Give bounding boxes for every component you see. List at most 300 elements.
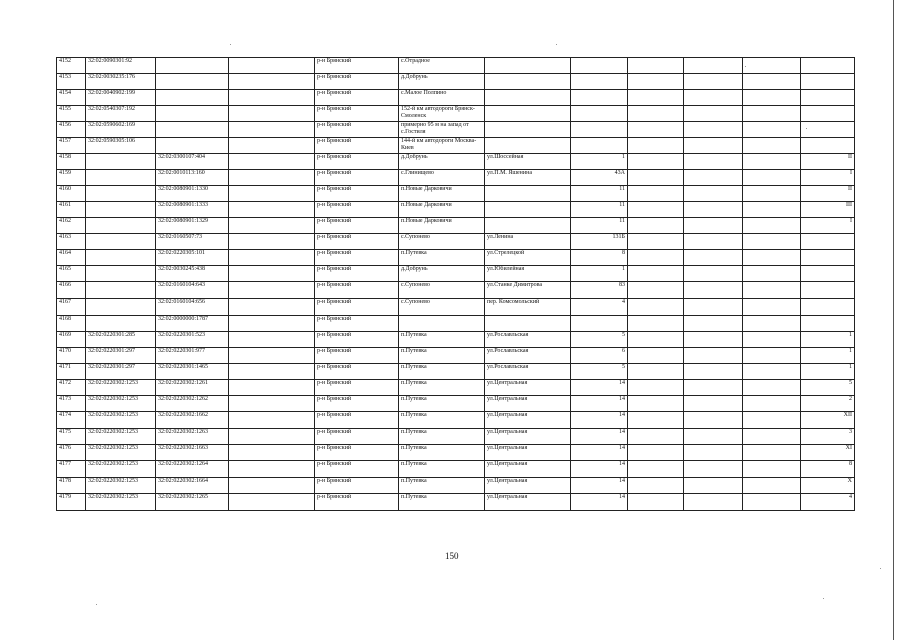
- table-row: [57, 380, 855, 396]
- cadastral-number-cell: [86, 202, 156, 218]
- empty-cell: [684, 74, 743, 90]
- locality-cell: п.Новые Дарковичи: [399, 218, 485, 234]
- district-cell: р-н Брянский: [315, 250, 399, 266]
- row-number-cell: 4179: [57, 494, 86, 511]
- table-row: [57, 445, 855, 461]
- premises-number-cell: [801, 234, 855, 250]
- house-number-cell: 11: [571, 202, 628, 218]
- house-number-cell: 11: [571, 186, 628, 202]
- empty-cell: [684, 106, 743, 122]
- building-cadastral-number-cell: [156, 90, 229, 106]
- empty-cell: [229, 202, 315, 218]
- street-cell: [485, 106, 571, 122]
- locality-cell: п.Путевка: [399, 461, 485, 478]
- locality-cell: 144-й км автодороги Москва-Киев: [399, 138, 485, 154]
- house-number-cell: [571, 122, 628, 138]
- cadastral-number-cell: 32:02:0220302:1253: [86, 412, 156, 429]
- locality-cell: с.Супонево: [399, 234, 485, 250]
- row-number-cell: 4152: [57, 58, 86, 74]
- cadastral-number-cell: 32:02:0220301:297: [86, 348, 156, 364]
- premises-number-cell: 4: [801, 494, 855, 511]
- empty-cell: [229, 412, 315, 429]
- premises-number-cell: [801, 250, 855, 266]
- empty-cell: [229, 332, 315, 348]
- cadastral-number-cell: 32:02:0220302:1253: [86, 478, 156, 494]
- cadastral-number-cell: [86, 299, 156, 316]
- empty-cell: [743, 122, 801, 138]
- house-number-cell: 131Б: [571, 234, 628, 250]
- row-number-cell: 4155: [57, 106, 86, 122]
- premises-number-cell: [801, 138, 855, 154]
- street-cell: ул.Рославльская: [485, 348, 571, 364]
- premises-number-cell: [801, 266, 855, 282]
- locality-cell: п.Путевка: [399, 364, 485, 380]
- premises-number-cell: X: [801, 478, 855, 494]
- empty-cell: [229, 396, 315, 412]
- building-cadastral-number-cell: 32:02:0080901:1330: [156, 186, 229, 202]
- house-number-cell: [571, 138, 628, 154]
- building-cadastral-number-cell: [156, 138, 229, 154]
- row-number-cell: 4154: [57, 90, 86, 106]
- district-cell: р-н Брянский: [315, 218, 399, 234]
- empty-cell: [229, 106, 315, 122]
- table-row: [57, 250, 855, 266]
- locality-cell: примерно 95 м на запад от с.Гостиля: [399, 122, 485, 138]
- locality-cell: п.Новые Дарковичи: [399, 202, 485, 218]
- building-cadastral-number-cell: 32:02:0160507:73: [156, 234, 229, 250]
- building-cadastral-number-cell: 32:02:0160104:656: [156, 299, 229, 316]
- building-cadastral-number-cell: 32:02:0220301:1465: [156, 364, 229, 380]
- empty-cell: [743, 250, 801, 266]
- empty-cell: [743, 58, 801, 74]
- locality-cell: п.Путевка: [399, 250, 485, 266]
- row-number-cell: 4177: [57, 461, 86, 478]
- cadastral-number-cell: 32:02:0040902:199: [86, 90, 156, 106]
- empty-cell: [743, 202, 801, 218]
- building-cadastral-number-cell: 32:02:0220301:977: [156, 348, 229, 364]
- street-cell: ул.Центральная: [485, 429, 571, 445]
- empty-cell: [229, 364, 315, 380]
- empty-cell: [628, 445, 684, 461]
- house-number-cell: [571, 316, 628, 332]
- district-cell: р-н Брянский: [315, 266, 399, 282]
- premises-number-cell: II: [801, 186, 855, 202]
- house-number-cell: [571, 106, 628, 122]
- table-row: [57, 412, 855, 429]
- district-cell: р-н Брянский: [315, 299, 399, 316]
- row-number-cell: 4166: [57, 282, 86, 299]
- empty-cell: [684, 234, 743, 250]
- building-cadastral-number-cell: 32:02:0220301:523: [156, 332, 229, 348]
- table-row: [57, 316, 855, 332]
- row-number-cell: 4172: [57, 380, 86, 396]
- street-cell: ул.Станке Димитрова: [485, 282, 571, 299]
- empty-cell: [229, 122, 315, 138]
- empty-cell: [628, 122, 684, 138]
- row-number-cell: 4175: [57, 429, 86, 445]
- row-number-cell: 4169: [57, 332, 86, 348]
- cadastral-number-cell: 32:02:0590305:106: [86, 138, 156, 154]
- premises-number-cell: XI: [801, 445, 855, 461]
- empty-cell: [628, 266, 684, 282]
- table-row: [57, 74, 855, 90]
- empty-cell: [743, 90, 801, 106]
- cadastral-number-cell: [86, 234, 156, 250]
- empty-cell: [684, 266, 743, 282]
- empty-cell: [743, 461, 801, 478]
- house-number-cell: 11: [571, 218, 628, 234]
- street-cell: ул.Центральная: [485, 494, 571, 511]
- empty-cell: [684, 186, 743, 202]
- street-cell: ул.Центральная: [485, 396, 571, 412]
- empty-cell: [628, 364, 684, 380]
- table-row: [57, 234, 855, 250]
- building-cadastral-number-cell: [156, 106, 229, 122]
- cadastral-number-cell: 32:02:0220301:297: [86, 364, 156, 380]
- empty-cell: [628, 380, 684, 396]
- premises-number-cell: [801, 74, 855, 90]
- premises-number-cell: II: [801, 154, 855, 170]
- building-cadastral-number-cell: 32:02:0160104:643: [156, 282, 229, 299]
- cadastral-number-cell: 32:02:0220302:1253: [86, 429, 156, 445]
- locality-cell: п.Путевка: [399, 429, 485, 445]
- table-row: [57, 186, 855, 202]
- premises-number-cell: [801, 106, 855, 122]
- empty-cell: [684, 396, 743, 412]
- house-number-cell: 8: [571, 250, 628, 266]
- table-row: [57, 266, 855, 282]
- empty-cell: [684, 412, 743, 429]
- cadastral-number-cell: [86, 266, 156, 282]
- house-number-cell: 43А: [571, 170, 628, 186]
- table-row: [57, 348, 855, 364]
- district-cell: р-н Брянский: [315, 106, 399, 122]
- house-number-cell: 14: [571, 478, 628, 494]
- cadastral-number-cell: [86, 316, 156, 332]
- row-number-cell: 4158: [57, 154, 86, 170]
- cadastral-number-cell: 32:02:0590602:169: [86, 122, 156, 138]
- empty-cell: [628, 186, 684, 202]
- empty-cell: [229, 299, 315, 316]
- building-cadastral-number-cell: 32:02:0220302:1663: [156, 445, 229, 461]
- empty-cell: [229, 282, 315, 299]
- empty-cell: [229, 186, 315, 202]
- street-cell: ул.Центральная: [485, 380, 571, 396]
- street-cell: [485, 90, 571, 106]
- district-cell: р-н Брянский: [315, 74, 399, 90]
- row-number-cell: 4165: [57, 266, 86, 282]
- street-cell: ул.Центральная: [485, 445, 571, 461]
- cadastral-number-cell: 32:02:0220302:1253: [86, 396, 156, 412]
- empty-cell: [743, 364, 801, 380]
- empty-cell: [628, 202, 684, 218]
- row-number-cell: 4157: [57, 138, 86, 154]
- house-number-cell: [571, 90, 628, 106]
- street-cell: ул.Ленина: [485, 234, 571, 250]
- table-row: [57, 396, 855, 412]
- house-number-cell: 14: [571, 412, 628, 429]
- empty-cell: [628, 74, 684, 90]
- empty-cell: [229, 138, 315, 154]
- building-cadastral-number-cell: 32:02:0220302:1265: [156, 494, 229, 511]
- building-cadastral-number-cell: 32:02:0010113:160: [156, 170, 229, 186]
- house-number-cell: 5: [571, 332, 628, 348]
- empty-cell: [684, 170, 743, 186]
- locality-cell: с.Глинищево: [399, 170, 485, 186]
- row-number-cell: 4176: [57, 445, 86, 461]
- locality-cell: 152-й км автодороги Брянск-Смоленск: [399, 106, 485, 122]
- cadastral-number-cell: 32:02:0540307:192: [86, 106, 156, 122]
- premises-number-cell: 3: [801, 429, 855, 445]
- house-number-cell: 5: [571, 364, 628, 380]
- house-number-cell: 14: [571, 396, 628, 412]
- district-cell: р-н Брянский: [315, 170, 399, 186]
- empty-cell: [229, 380, 315, 396]
- street-cell: [485, 202, 571, 218]
- empty-cell: [743, 138, 801, 154]
- empty-cell: [628, 58, 684, 74]
- table-row: [57, 218, 855, 234]
- cadastral-number-cell: 32:02:0030235:176: [86, 74, 156, 90]
- street-cell: ул.Рославльская: [485, 364, 571, 380]
- locality-cell: п.Путевка: [399, 412, 485, 429]
- empty-cell: [684, 202, 743, 218]
- empty-cell: [743, 494, 801, 511]
- empty-cell: [684, 332, 743, 348]
- premises-number-cell: I: [801, 218, 855, 234]
- building-cadastral-number-cell: [156, 58, 229, 74]
- empty-cell: [628, 461, 684, 478]
- empty-cell: [684, 282, 743, 299]
- table-row: [57, 332, 855, 348]
- district-cell: р-н Брянский: [315, 380, 399, 396]
- house-number-cell: 4: [571, 299, 628, 316]
- locality-cell: п.Путевка: [399, 332, 485, 348]
- house-number-cell: 83: [571, 282, 628, 299]
- scan-speck: [96, 604, 97, 605]
- district-cell: р-н Брянский: [315, 282, 399, 299]
- empty-cell: [628, 348, 684, 364]
- register-table: [56, 57, 855, 511]
- page-number: 150: [445, 551, 459, 561]
- empty-cell: [628, 478, 684, 494]
- cadastral-number-cell: [86, 282, 156, 299]
- empty-cell: [743, 396, 801, 412]
- premises-number-cell: 5: [801, 380, 855, 396]
- house-number-cell: 14: [571, 429, 628, 445]
- street-cell: ул.Рославльская: [485, 332, 571, 348]
- empty-cell: [628, 412, 684, 429]
- district-cell: р-н Брянский: [315, 461, 399, 478]
- table-row: [57, 58, 855, 74]
- empty-cell: [684, 316, 743, 332]
- table-row: [57, 154, 855, 170]
- premises-number-cell: XII: [801, 412, 855, 429]
- empty-cell: [743, 380, 801, 396]
- empty-cell: [743, 429, 801, 445]
- locality-cell: с.Супонево: [399, 282, 485, 299]
- scan-speck: [230, 44, 231, 45]
- empty-cell: [684, 364, 743, 380]
- empty-cell: [743, 218, 801, 234]
- row-number-cell: 4178: [57, 478, 86, 494]
- empty-cell: [684, 445, 743, 461]
- street-cell: ул.Центральная: [485, 461, 571, 478]
- house-number-cell: [571, 58, 628, 74]
- street-cell: [485, 122, 571, 138]
- table-row: [57, 170, 855, 186]
- empty-cell: [684, 380, 743, 396]
- district-cell: р-н Брянский: [315, 478, 399, 494]
- building-cadastral-number-cell: 32:02:0220302:1664: [156, 478, 229, 494]
- empty-cell: [628, 106, 684, 122]
- district-cell: р-н Брянский: [315, 90, 399, 106]
- empty-cell: [628, 218, 684, 234]
- table-row: [57, 478, 855, 494]
- empty-cell: [229, 445, 315, 461]
- table-row: [57, 122, 855, 138]
- building-cadastral-number-cell: 32:02:0030245:438: [156, 266, 229, 282]
- empty-cell: [229, 58, 315, 74]
- empty-cell: [229, 170, 315, 186]
- building-cadastral-number-cell: 32:02:0220302:1263: [156, 429, 229, 445]
- building-cadastral-number-cell: 32:02:0080901:1333: [156, 202, 229, 218]
- empty-cell: [684, 138, 743, 154]
- locality-cell: д.Добрунь: [399, 266, 485, 282]
- premises-number-cell: [801, 299, 855, 316]
- premises-number-cell: III: [801, 202, 855, 218]
- house-number-cell: 14: [571, 380, 628, 396]
- empty-cell: [684, 461, 743, 478]
- row-number-cell: 4162: [57, 218, 86, 234]
- district-cell: р-н Брянский: [315, 234, 399, 250]
- cadastral-number-cell: [86, 186, 156, 202]
- empty-cell: [743, 186, 801, 202]
- empty-cell: [628, 234, 684, 250]
- locality-cell: с.Отрадное: [399, 58, 485, 74]
- district-cell: р-н Брянский: [315, 186, 399, 202]
- table-row: [57, 299, 855, 316]
- empty-cell: [684, 494, 743, 511]
- empty-cell: [229, 234, 315, 250]
- empty-cell: [684, 218, 743, 234]
- locality-cell: с.Супонево: [399, 299, 485, 316]
- empty-cell: [229, 218, 315, 234]
- street-cell: ул.Шоссейная: [485, 154, 571, 170]
- empty-cell: [743, 282, 801, 299]
- empty-cell: [684, 299, 743, 316]
- table-row: [57, 364, 855, 380]
- table-row: [57, 494, 855, 511]
- empty-cell: [229, 266, 315, 282]
- row-number-cell: 4167: [57, 299, 86, 316]
- district-cell: р-н Брянский: [315, 58, 399, 74]
- building-cadastral-number-cell: [156, 74, 229, 90]
- empty-cell: [229, 154, 315, 170]
- empty-cell: [684, 122, 743, 138]
- street-cell: [485, 138, 571, 154]
- empty-cell: [229, 74, 315, 90]
- table-row: [57, 138, 855, 154]
- cadastral-number-cell: 32:02:0220302:1253: [86, 380, 156, 396]
- empty-cell: [229, 348, 315, 364]
- empty-cell: [743, 234, 801, 250]
- house-number-cell: 1: [571, 154, 628, 170]
- locality-cell: п.Новые Дарковичи: [399, 186, 485, 202]
- empty-cell: [628, 396, 684, 412]
- scan-speck: [823, 598, 824, 599]
- house-number-cell: 14: [571, 461, 628, 478]
- locality-cell: п.Путевка: [399, 494, 485, 511]
- empty-cell: [743, 412, 801, 429]
- table-row: [57, 90, 855, 106]
- empty-cell: [743, 348, 801, 364]
- street-cell: ул.П.М. Яшенина: [485, 170, 571, 186]
- empty-cell: [628, 90, 684, 106]
- empty-cell: [743, 154, 801, 170]
- street-cell: пер. Комсомольский: [485, 299, 571, 316]
- empty-cell: [628, 154, 684, 170]
- row-number-cell: 4163: [57, 234, 86, 250]
- street-cell: [485, 186, 571, 202]
- row-number-cell: 4159: [57, 170, 86, 186]
- district-cell: р-н Брянский: [315, 122, 399, 138]
- building-cadastral-number-cell: 32:02:0080901:1329: [156, 218, 229, 234]
- empty-cell: [684, 58, 743, 74]
- locality-cell: д.Добрунь: [399, 74, 485, 90]
- empty-cell: [229, 316, 315, 332]
- premises-number-cell: [801, 282, 855, 299]
- premises-number-cell: I: [801, 170, 855, 186]
- empty-cell: [743, 445, 801, 461]
- locality-cell: д.Добрунь: [399, 154, 485, 170]
- building-cadastral-number-cell: 32:02:0220302:1262: [156, 396, 229, 412]
- empty-cell: [684, 348, 743, 364]
- cadastral-number-cell: [86, 154, 156, 170]
- building-cadastral-number-cell: 32:02:0220302:1662: [156, 412, 229, 429]
- district-cell: р-н Брянский: [315, 332, 399, 348]
- scan-speck: [880, 568, 881, 569]
- district-cell: р-н Брянский: [315, 316, 399, 332]
- empty-cell: [229, 90, 315, 106]
- street-cell: ул.Центральная: [485, 478, 571, 494]
- district-cell: р-н Брянский: [315, 429, 399, 445]
- district-cell: р-н Брянский: [315, 202, 399, 218]
- locality-cell: п.Путевка: [399, 478, 485, 494]
- building-cadastral-number-cell: 32:02:0000000:1787: [156, 316, 229, 332]
- row-number-cell: 4164: [57, 250, 86, 266]
- empty-cell: [628, 332, 684, 348]
- cadastral-number-cell: 32:02:0220302:1253: [86, 461, 156, 478]
- district-cell: р-н Брянский: [315, 348, 399, 364]
- locality-cell: [399, 316, 485, 332]
- district-cell: р-н Брянский: [315, 445, 399, 461]
- district-cell: р-н Брянский: [315, 154, 399, 170]
- empty-cell: [229, 250, 315, 266]
- empty-cell: [628, 250, 684, 266]
- row-number-cell: 4170: [57, 348, 86, 364]
- empty-cell: [743, 266, 801, 282]
- empty-cell: [628, 494, 684, 511]
- empty-cell: [743, 106, 801, 122]
- street-cell: ул.Стрелецкой: [485, 250, 571, 266]
- empty-cell: [743, 299, 801, 316]
- cadastral-number-cell: [86, 218, 156, 234]
- building-cadastral-number-cell: 32:02:0300107:404: [156, 154, 229, 170]
- street-cell: ул.Юбилейная: [485, 266, 571, 282]
- row-number-cell: 4174: [57, 412, 86, 429]
- house-number-cell: 14: [571, 494, 628, 511]
